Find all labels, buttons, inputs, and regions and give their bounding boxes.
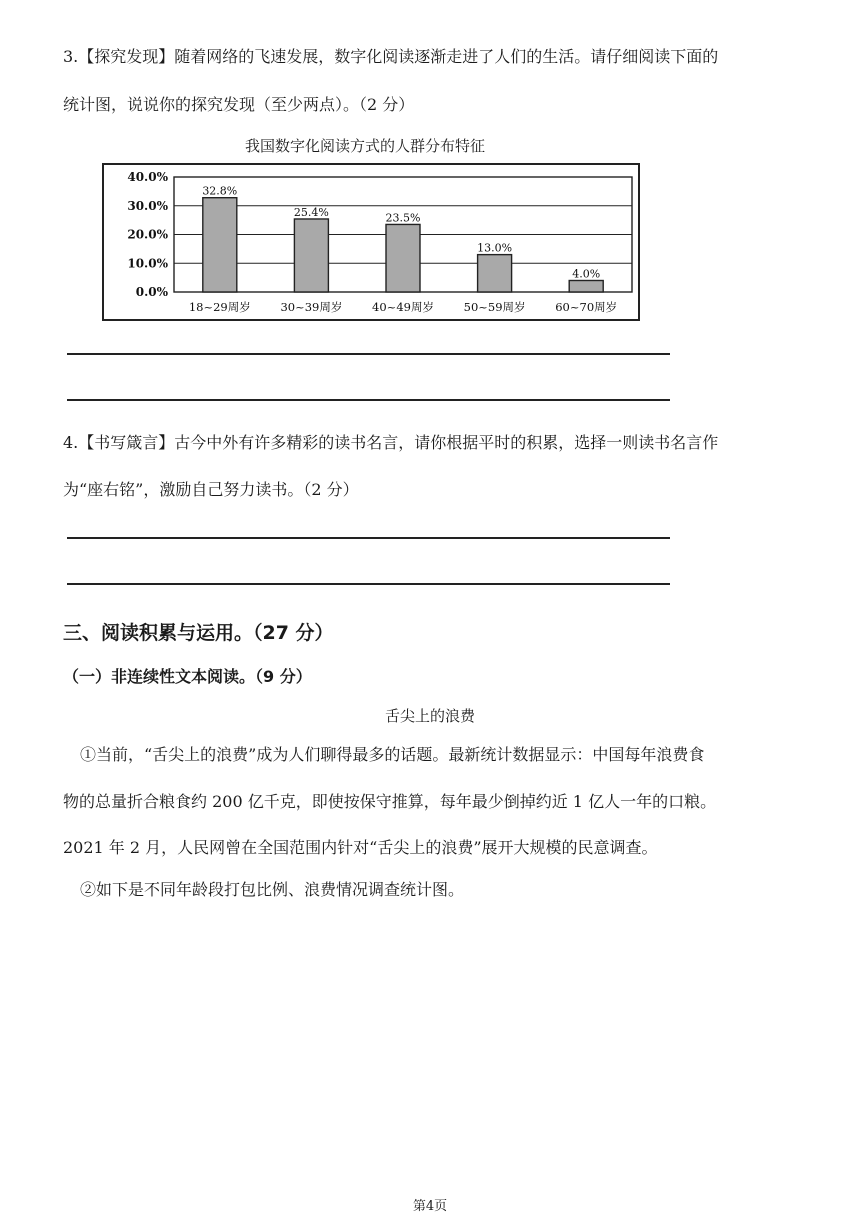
y-tick-label: 30.0%	[127, 198, 168, 213]
y-tick-label: 0.0%	[135, 285, 168, 299]
x-tick-label: 18~29周岁	[188, 300, 251, 314]
bar	[203, 198, 237, 292]
x-tick-label: 60~70周岁	[555, 300, 618, 314]
x-tick-label: 40~49周岁	[372, 300, 434, 314]
bar-value-label: 32.8%	[202, 184, 238, 198]
paragraph-1-line-2: 物的总量折合粮食约 200 亿千克，即使按保守推算，每年最少倒掉约近 1 亿人一年的口粮。	[63, 792, 717, 811]
y-tick-label: 10.0%	[127, 256, 168, 271]
bar-value-label: 13.0%	[477, 241, 513, 255]
bar	[569, 281, 603, 293]
chart-frame	[102, 163, 640, 321]
q3-line-1: 3.【探究发现】随着网络的飞速发展，数字化阅读逐渐走进了人们的生活。请仔细阅读下面的	[63, 47, 719, 66]
q4-line-1: 4.【书写箴言】古今中外有许多精彩的读书名言，请你根据平时的积累，选择一则读书名言作	[63, 433, 719, 452]
bar-value-label: 25.4%	[293, 205, 329, 219]
answer-line-q3-2[interactable]	[67, 399, 670, 401]
section-3-heading: 三、阅读积累与运用。（27 分）	[63, 622, 334, 644]
answer-line-q4-1[interactable]	[67, 537, 670, 539]
q4-line-2: 为“座右铭”，激励自己努力读书。（2 分）	[63, 480, 359, 499]
paragraph-1-line-1: ①当前，“舌尖上的浪费”成为人们聊得最多的话题。最新统计数据显示：中国每年浪费食	[80, 745, 705, 764]
article-title: 舌尖上的浪费	[384, 707, 475, 725]
bar-value-label: 23.5%	[385, 211, 421, 225]
bar	[478, 255, 512, 292]
answer-line-q3-1[interactable]	[67, 353, 670, 355]
y-tick-label: 40.0%	[127, 170, 168, 184]
answer-line-q4-2[interactable]	[67, 583, 670, 585]
bar	[294, 219, 328, 292]
chart-title: 我国数字化阅读方式的人群分布特征	[244, 137, 485, 155]
bar	[386, 224, 420, 292]
subsection-1-heading: （一）非连续性文本阅读。（9 分）	[63, 667, 312, 686]
page-number: 第4页	[412, 1199, 448, 1214]
x-tick-label: 30~39周岁	[280, 300, 343, 314]
y-tick-label: 20.0%	[127, 227, 168, 242]
x-tick-label: 50~59周岁	[463, 300, 526, 314]
paragraph-1-line-3: 2021 年 2 月，人民网曾在全国范围内针对“舌尖上的浪费”展开大规模的民意调查。	[63, 838, 658, 857]
paragraph-2-line-1: ②如下是不同年龄段打包比例、浪费情况调查统计图。	[80, 880, 465, 899]
q3-line-2: 统计图，说说你的探究发现（至少两点）。（2 分）	[63, 95, 415, 114]
bar-chart	[104, 165, 638, 319]
bar-value-label: 4.0%	[572, 267, 601, 281]
